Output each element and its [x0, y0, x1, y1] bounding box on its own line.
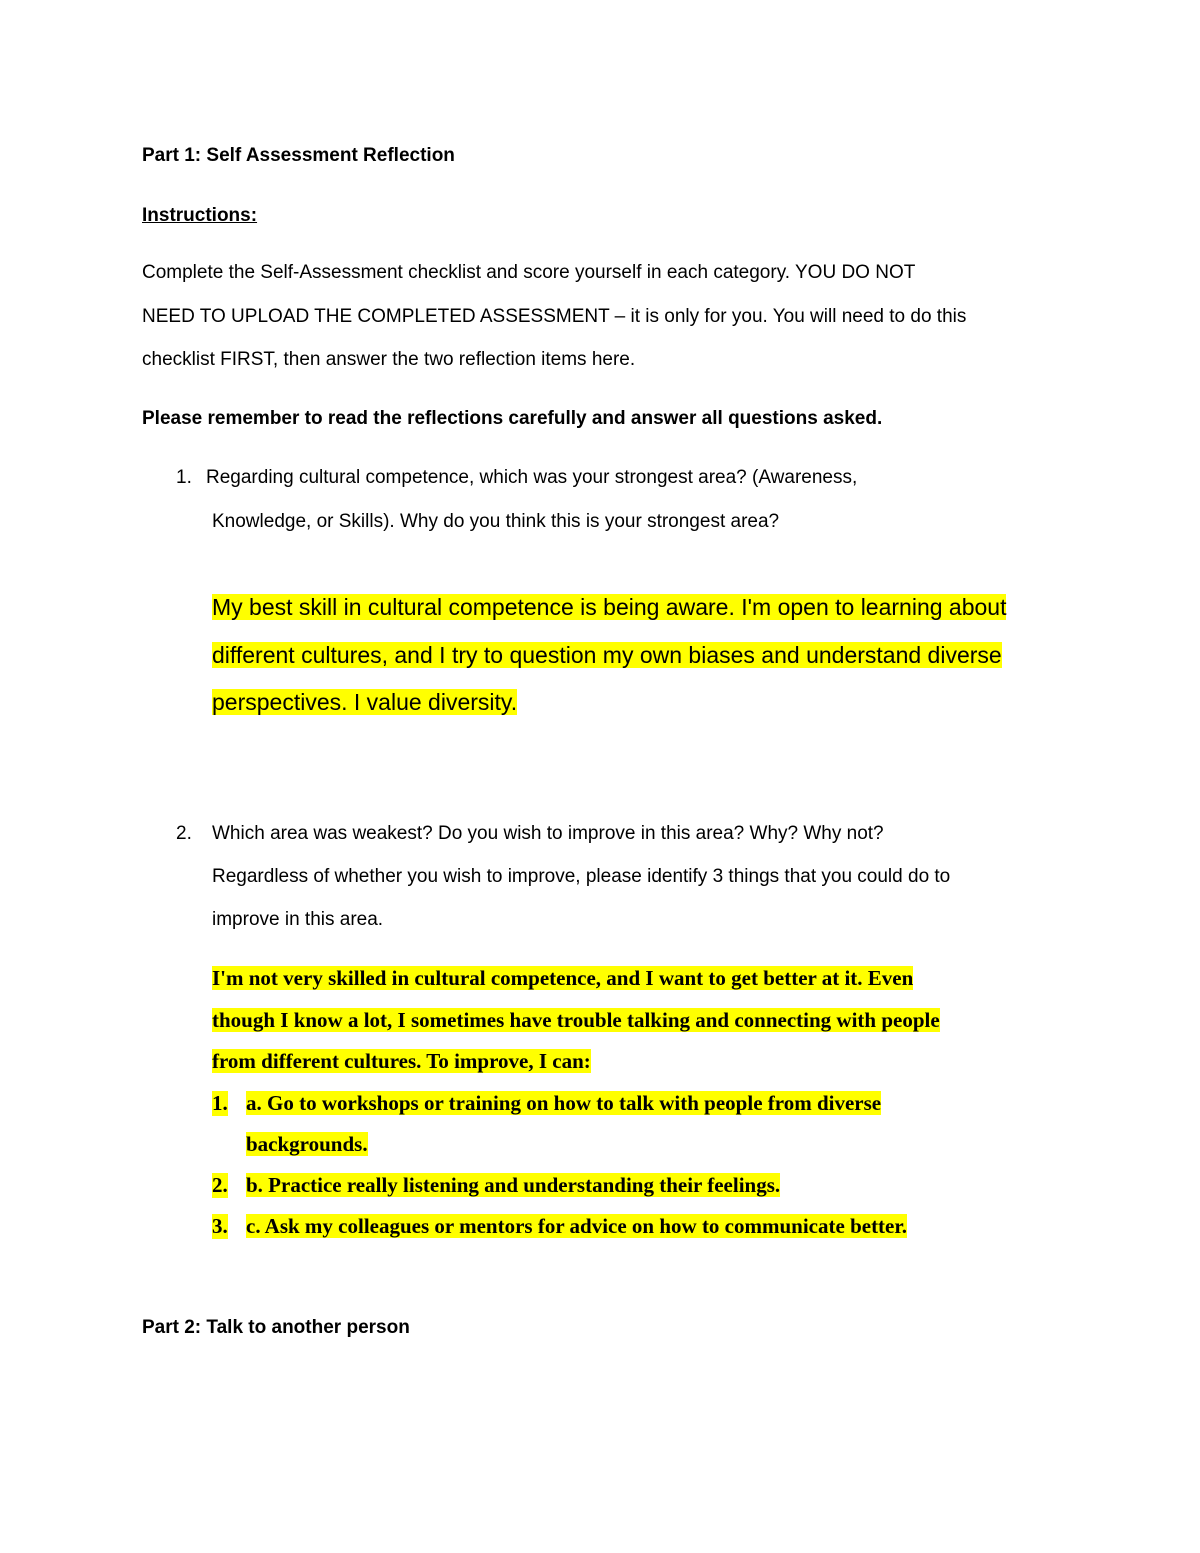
instructions-line: checklist FIRST, then answer the two reflection items here.: [142, 349, 636, 370]
instructions-line: Complete the Self-Assessment checklist and score yourself in each category. YOU DO NOT: [142, 262, 916, 283]
instructions-line: NEED TO UPLOAD THE COMPLETED ASSESSMENT – it is only for you. You will need to do this: [142, 306, 967, 327]
improvement-number: 3.: [212, 1214, 228, 1238]
question-text: Regardless of whether you wish to improve, please identify 3 things that you could do to: [212, 866, 951, 887]
instructions-label: Instructions:: [142, 205, 258, 226]
answer-line: My best skill in cultural competence is being aware. I'm open to learning about: [212, 594, 1007, 620]
improvement-text: a. Go to workshops or training on how to talk with people from diverse: [246, 1091, 882, 1115]
question-text: Which area was weakest? Do you wish to improve in this area? Why? Why not?: [212, 823, 884, 844]
improvement-text: b. Practice really listening and understanding their feelings.: [246, 1173, 781, 1197]
question-text: Knowledge, or Skills). Why do you think this is your strongest area?: [212, 511, 780, 532]
answer-line: I'm not very skilled in cultural competence, and I want to get better at it. Even: [212, 966, 914, 990]
improvement-number: 2.: [212, 1173, 228, 1197]
question-text: improve in this area.: [212, 909, 384, 930]
answer-line: from different cultures. To improve, I can:: [212, 1049, 591, 1073]
answer-line: perspectives. I value diversity.: [212, 689, 518, 715]
part1-heading: Part 1: Self Assessment Reflection: [142, 145, 455, 166]
improvement-text: backgrounds.: [246, 1132, 368, 1156]
reminder-text: Please remember to read the reflections carefully and answer all questions asked.: [142, 408, 883, 429]
part2-heading: Part 2: Talk to another person: [142, 1317, 410, 1338]
question-number: 2.: [176, 823, 192, 844]
question-text: Regarding cultural competence, which was your strongest area? (Awareness,: [206, 467, 858, 488]
improvement-text: c. Ask my colleagues or mentors for advice on how to communicate better.: [246, 1214, 908, 1238]
answer-line: though I know a lot, I sometimes have trouble talking and connecting with people: [212, 1008, 940, 1032]
question-number: 1.: [176, 467, 192, 488]
answer-line: different cultures, and I try to question my own biases and understand diverse: [212, 642, 1002, 668]
improvement-number: 1.: [212, 1091, 228, 1115]
